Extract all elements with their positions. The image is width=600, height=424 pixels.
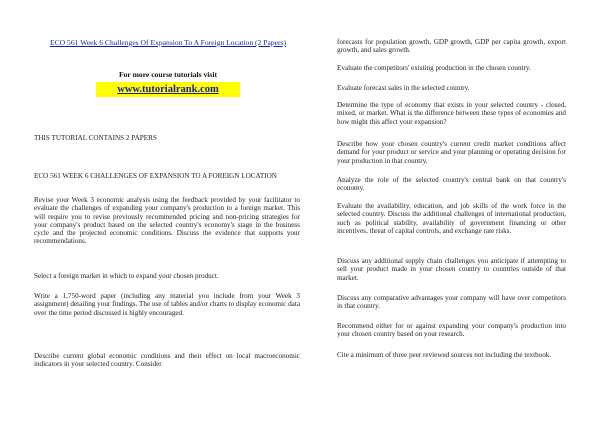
section-heading: ECO 561 WEEK 6 CHALLENGES OF EXPANSION TO A FOREIGN LOCATION [34, 172, 277, 180]
paragraph-describe-conditions: Describe current global economic conditions and their effect on local macroeconomic indicators in your selected country. Consider [34, 352, 300, 369]
document-title-link[interactable]: ECO 561 Week 6 Challenges Of Expansion To A Foreign Location (2 Papers) [49, 38, 287, 47]
paragraph-select-market: Select a foreign market in which to expand your chosen product. [34, 272, 219, 280]
paragraph-supply-chain: Discuss any additional supply chain challenges you anticipate if attempting to sell your product made in your chosen country to countries outside of that market. [337, 257, 566, 282]
promo-text: For more course tutorials visit [119, 70, 217, 79]
paragraph-cite-sources: Cite a minimum of three peer reviewed sources not including the textbook. [337, 351, 552, 359]
paragraph-workforce: Evaluate the availability, education, and job skills of the work force in the selected country. Discuss the additional challenges of international production, such as political stability, availability of government financing or other incentives, threat of capital controls, and exchange rate risks. [337, 202, 566, 235]
paragraph-economy-type: Determine the type of economy that exists in your selected country - closed, mixed, or market. What is the difference between these types of economies and how might this affect your expansion? [337, 101, 566, 126]
paragraph-revise: Revise your Week 3 economic analysis using the feedback provided by your facilitator to evaluate the challenges of expanding your company's production to a foreign market. This will require you to revise previously recommended pricing and non-pricing strategies for your company's product based on the selected country's economy's stage in the business cycle and the projected economic conditions. Discuss the evidence that supports your recommendations. [34, 196, 300, 246]
paragraph-central-bank: Analyze the role of the selected country's central bank on that country's economy. [337, 176, 566, 193]
tutorial-contains-note: THIS TUTORIAL CONTAINS 2 PAPERS [34, 134, 157, 142]
paragraph-credit-market: Describe how your chosen country's current credit market conditions affect demand for your product or service and your planning or operating decision for your production in that country. [337, 140, 566, 165]
paragraph-comparative-advantage: Discuss any comparative advantages your company will have over competitors in that country. [337, 294, 566, 311]
paragraph-forecast-sales: Evaluate forecast sales in the selected country. [337, 84, 470, 92]
paragraph-competitors: Evaluate the competitors' existing production in the chosen country. [337, 64, 531, 72]
paragraph-recommend: Recommend either for or against expanding your company's production into your chosen country based on your research. [337, 322, 566, 339]
site-link[interactable]: www.tutorialrank.com [96, 82, 240, 97]
paragraph-write-paper: Write a 1,750-word paper (including any material you include from your Week 3 assignment) detailing your findings. The use of tables and/or charts to display economic data over the time period discussed is highly encouraged. [34, 292, 300, 317]
paragraph-forecasts: forecasts for population growth, GDP growth, GDP per capita growth, export growth, and sales growth. [337, 38, 566, 55]
